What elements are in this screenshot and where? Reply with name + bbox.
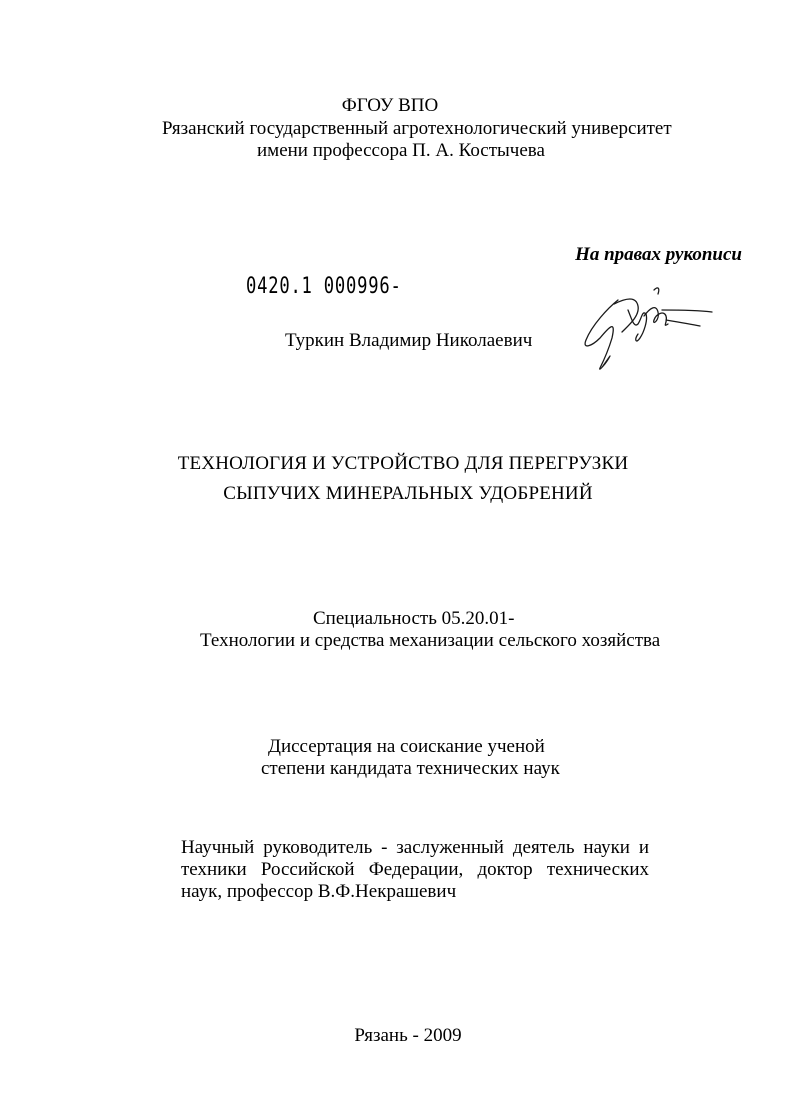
org-line-2: Рязанский государственный агротехнологический университет xyxy=(162,118,672,139)
manuscript-note: На правах рукописи xyxy=(575,244,742,265)
org-line-3: имени профессора П. А. Костычева xyxy=(257,140,545,161)
specialty-code: Специальность 05.20.01- xyxy=(313,608,515,629)
signature-image xyxy=(578,280,718,372)
dissertation-line-2: степени кандидата технических наук xyxy=(261,758,560,779)
registration-number: 0420.1 000996- xyxy=(246,274,402,299)
supervisor-line-2: техники Российской Федерации, доктор технических xyxy=(181,859,649,880)
title-line-2: СЫПУЧИХ МИНЕРАЛЬНЫХ УДОБРЕНИЙ xyxy=(223,483,593,504)
city-year: Рязань - 2009 xyxy=(354,1025,462,1046)
author-name: Туркин Владимир Николаевич xyxy=(285,330,533,351)
dissertation-line-1: Диссертация на соискание ученой xyxy=(268,736,545,757)
specialty-name: Технологии и средства механизации сельского хозяйства xyxy=(200,630,661,651)
title-line-1: ТЕХНОЛОГИЯ И УСТРОЙСТВО ДЛЯ ПЕРЕГРУЗКИ xyxy=(177,453,629,474)
supervisor-line-1: Научный руководитель - заслуженный деятель науки и xyxy=(181,837,649,858)
supervisor-line-3: наук, профессор В.Ф.Некрашевич xyxy=(181,881,457,902)
org-line-1: ФГОУ ВПО xyxy=(341,95,439,116)
